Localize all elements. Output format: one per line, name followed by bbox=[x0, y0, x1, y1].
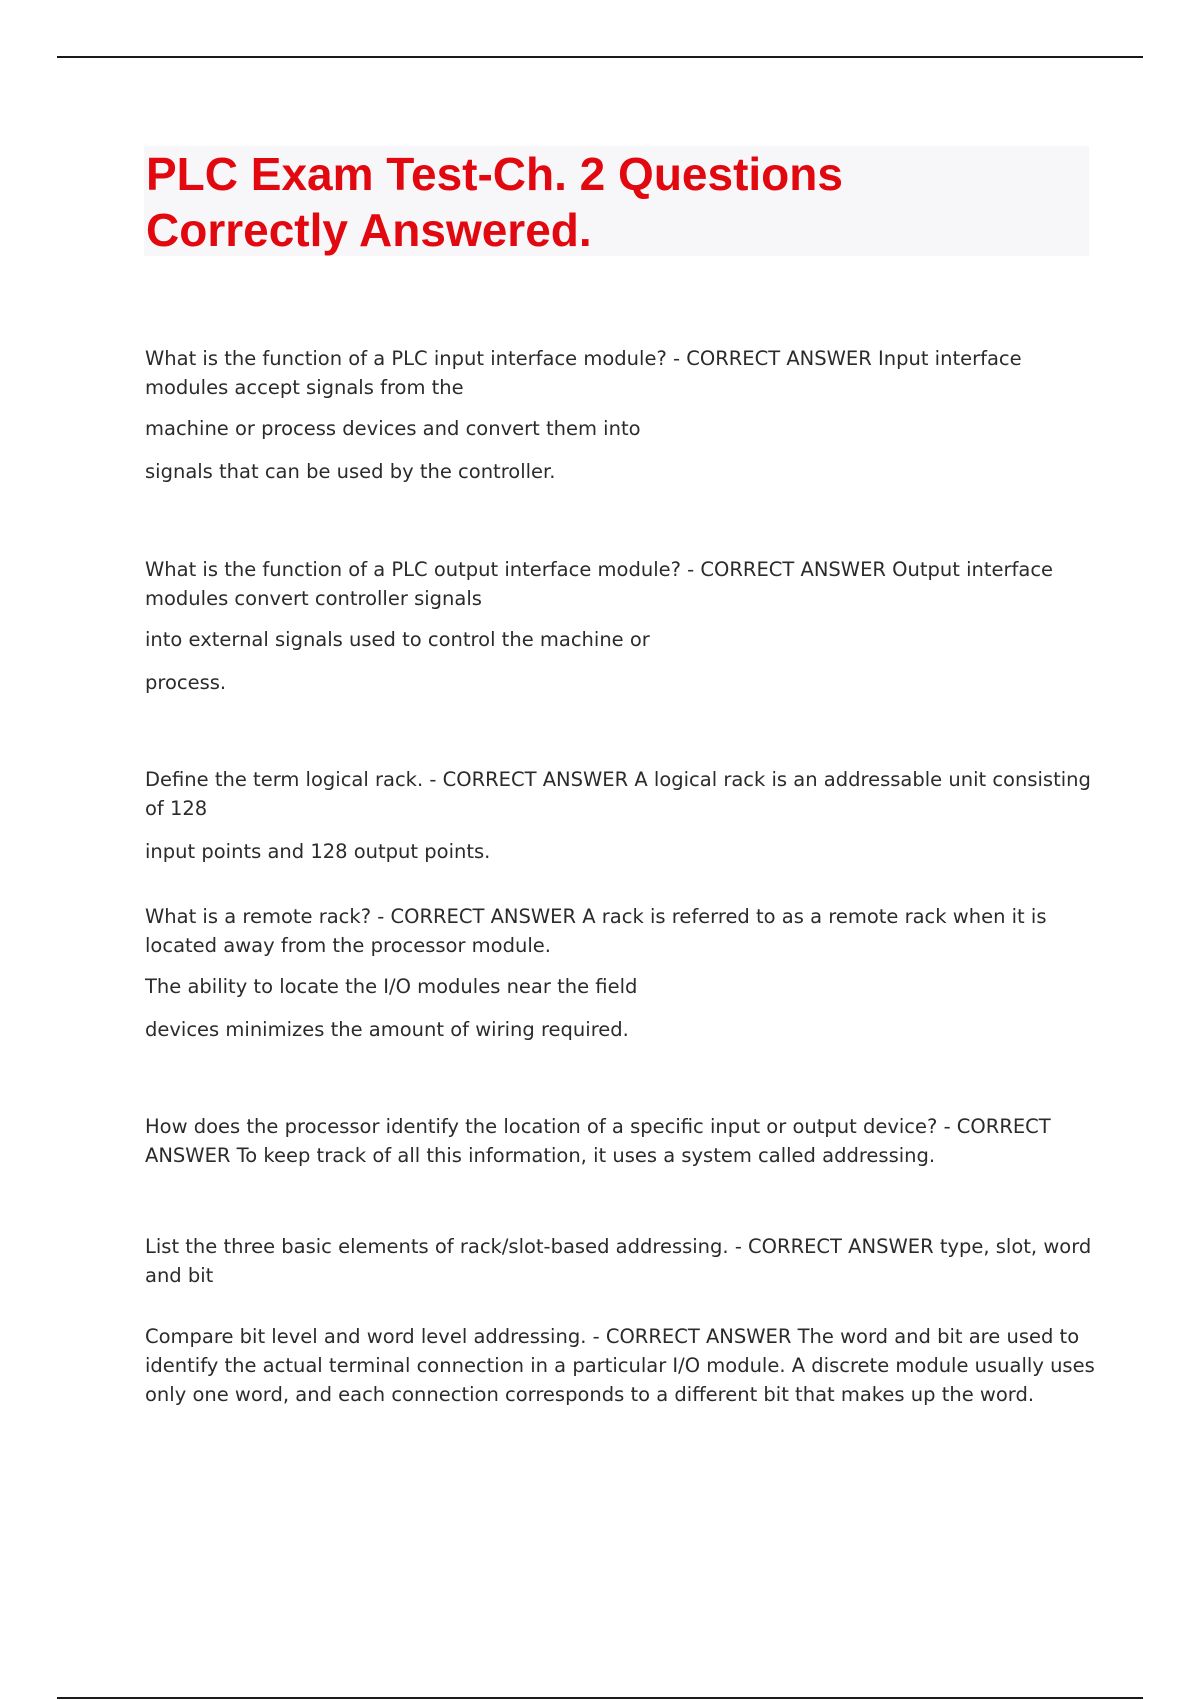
qa-item bbox=[145, 902, 1065, 1044]
footer-rule bbox=[57, 1697, 1143, 1699]
qa-continuation: machine or process devices and convert them into bbox=[145, 417, 641, 440]
qa-continuation: input points and 128 output points. bbox=[145, 840, 491, 863]
title-line-1: PLC Exam Test-Ch. 2 Questions bbox=[146, 148, 843, 200]
qa-continuation: into external signals used to control the machine or bbox=[145, 628, 650, 651]
qa-question-answer: Define the term logical rack. - CORRECT ANSWER A logical rack is an addressable unit consisting of 128 bbox=[145, 768, 1091, 820]
qa-question-answer: Compare bit level and word level addressing. - CORRECT ANSWER The word and bit are used to identify the actual terminal connection in a particular I/O module. A discrete module usually uses only one word, and each connection corresponds to a different bit that makes up the word. bbox=[145, 1325, 1095, 1406]
qa-question-answer: What is a remote rack? - CORRECT ANSWER A rack is referred to as a remote rack when it is located away from the processor module. bbox=[145, 905, 1047, 957]
qa-question-answer: List the three basic elements of rack/slot-based addressing. - CORRECT ANSWER type, slot, word and bit bbox=[145, 1235, 1092, 1287]
qa-item bbox=[145, 765, 1095, 866]
qa-item bbox=[145, 1232, 1105, 1290]
qa-question-answer: How does the processor identify the location of a specific input or output device? - CORRECT ANSWER To keep track of all this information, it uses a system called addressing. bbox=[145, 1115, 1051, 1167]
document-title bbox=[144, 146, 1089, 258]
qa-item bbox=[145, 344, 1065, 486]
header-rule bbox=[57, 56, 1143, 58]
qa-continuation: devices minimizes the amount of wiring required. bbox=[145, 1018, 629, 1041]
qa-question-answer: What is the function of a PLC input interface module? - CORRECT ANSWER Input interface modules accept signals from the bbox=[145, 347, 1022, 399]
title-block bbox=[144, 146, 1089, 256]
qa-question-answer: What is the function of a PLC output interface module? - CORRECT ANSWER Output interface modules convert controller signals bbox=[145, 558, 1054, 610]
qa-item bbox=[145, 1112, 1095, 1170]
qa-continuation: process. bbox=[145, 671, 227, 694]
qa-item bbox=[145, 1322, 1095, 1409]
qa-continuation: signals that can be used by the controller. bbox=[145, 460, 556, 483]
qa-item bbox=[145, 555, 1085, 697]
qa-continuation: The ability to locate the I/O modules near the field bbox=[145, 975, 638, 998]
title-line-2: Correctly Answered. bbox=[146, 204, 592, 256]
